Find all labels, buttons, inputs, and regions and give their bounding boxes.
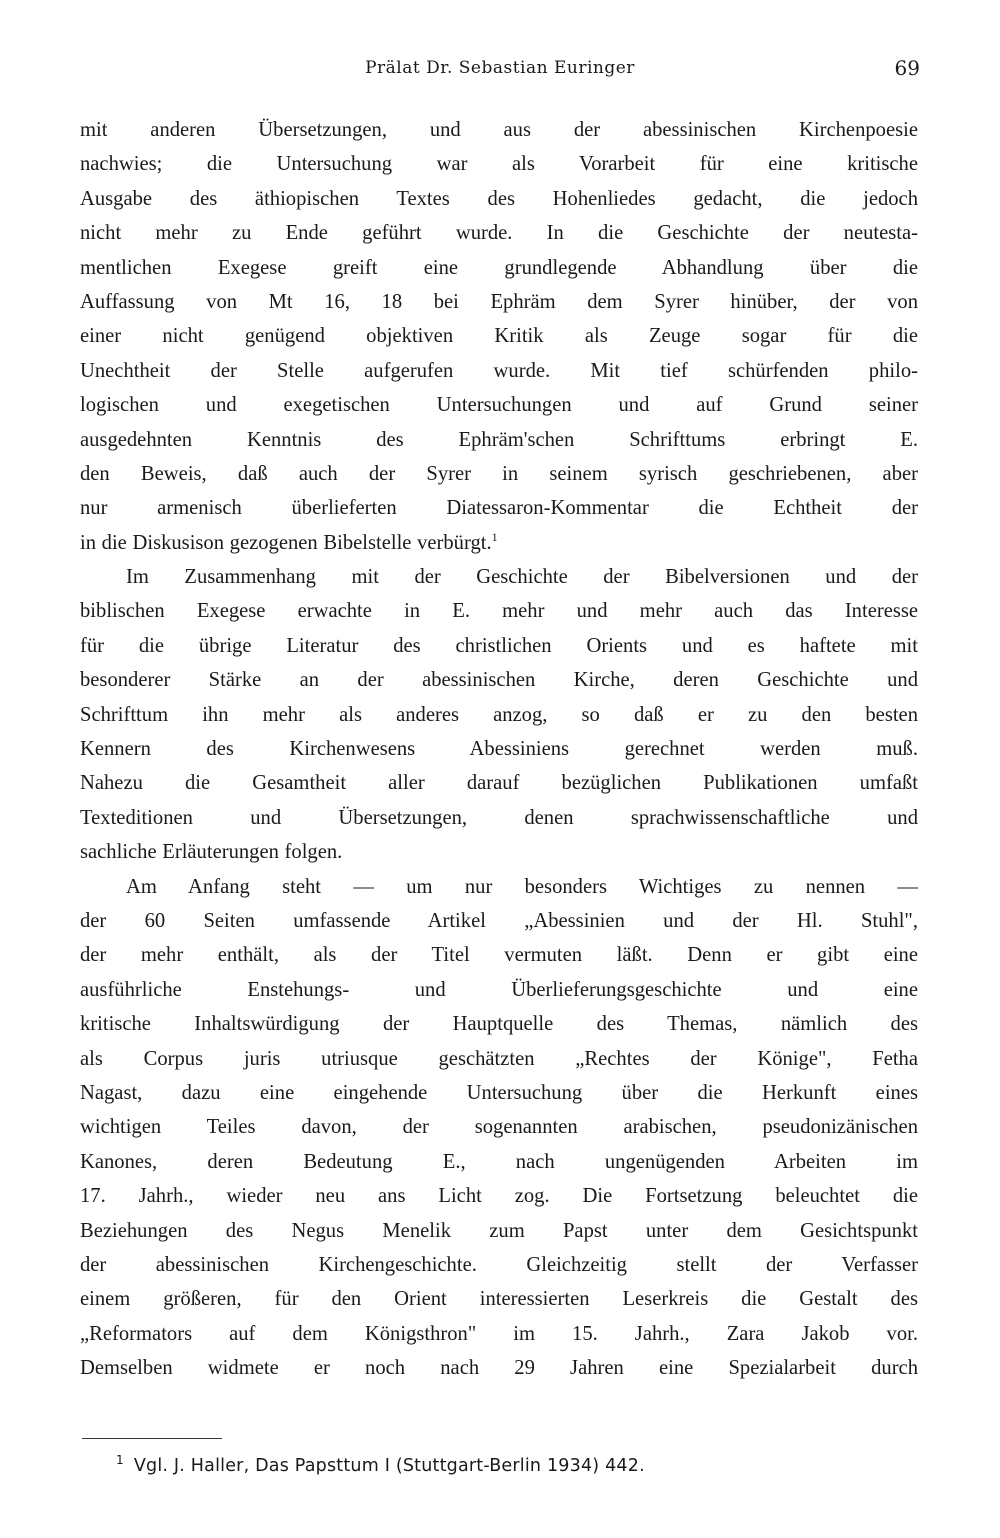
text-line: für die übrige Literatur des christlichen Orients und es haftete mit [80, 634, 918, 657]
text-line: Auffassung von Mt 16, 18 bei Ephräm dem Syrer hinüber, der von [80, 290, 918, 313]
text-line: wichtigen Teiles davon, der sogenannten arabischen, pseudonizänischen [80, 1116, 918, 1139]
text-line: besonderer Stärke an der abessinischen Kirche, deren Geschichte und [80, 669, 918, 692]
running-title: Prälat Dr. Sebastian Euringer [365, 58, 635, 78]
text-line: einer nicht genügend objektiven Kritik als Zeuge sogar für die [80, 325, 918, 348]
text-line: Unechtheit der Stelle aufgerufen wurde. Mit tief schürfenden philo- [80, 359, 918, 382]
text-line: der abessinischen Kirchengeschichte. Gleichzeitig stellt der Verfasser [80, 1253, 918, 1276]
text-line: Demselben widmete er noch nach 29 Jahren eine Spezialarbeit durch [80, 1357, 918, 1380]
text-line: ausführliche Enstehungs- und Überlieferungsgeschichte und eine [80, 978, 918, 1001]
text-line: logischen und exegetischen Untersuchungen und auf Grund seiner [80, 394, 918, 417]
text-line: Nahezu die Gesamtheit aller darauf bezüglichen Publikationen umfaßt [80, 772, 918, 795]
text-line-with-footnote [80, 526, 918, 560]
text-line: in die Diskusison gezogenen Bibelstelle verbürgt. [80, 531, 492, 554]
footnote-mark: 1 [116, 1453, 124, 1467]
text-line: ausgedehnten Kenntnis des Ephräm'schen Schrifttums erbringt E. [80, 428, 918, 451]
text-line: nachwies; die Untersuchung war als Vorarbeit für eine kritische [80, 153, 918, 176]
text-line: biblischen Exegese erwachte in E. mehr und mehr auch das Interesse [80, 600, 918, 623]
text-line: Schrifttum ihn mehr als anderes anzog, so daß er zu den besten [80, 703, 918, 726]
running-head [80, 58, 920, 88]
text-line: Nagast, dazu eine eingehende Untersuchung über die Herkunft eines [80, 1081, 918, 1104]
text-line: der mehr enthält, als der Titel vermuten läßt. Denn er gibt eine [80, 944, 918, 967]
page-number: 69 [894, 56, 920, 80]
text-line: mentlichen Exegese greift eine grundlegende Abhandlung über die [80, 256, 918, 279]
footnote-reference: 1 [491, 529, 498, 544]
text-line: Im Zusammenhang mit der Geschichte der Bibelversionen und der [126, 566, 918, 589]
footnote-text: Vgl. J. Haller, Das Papsttum I (Stuttgart-Berlin 1934) 442. [133, 1455, 645, 1476]
text-line: der 60 Seiten umfassende Artikel „Abessinien und der Hl. Stuhl", [80, 909, 918, 932]
footnote [116, 1453, 645, 1476]
body-text [80, 113, 918, 1385]
text-line: Kanones, deren Bedeutung E., nach ungenügenden Arbeiten im [80, 1150, 918, 1173]
text-line: einem größeren, für den Orient interessierten Leserkreis die Gestalt des [80, 1288, 918, 1311]
text-line: sachliche Erläuterungen folgen. [80, 841, 343, 864]
text-line: nur armenisch überlieferten Diatessaron-Kommentar die Echtheit der [80, 497, 918, 520]
footnote-divider [82, 1438, 222, 1439]
text-line: Ausgabe des äthiopischen Textes des Hohenliedes gedacht, die jedoch [80, 187, 918, 210]
text-line: Kennern des Kirchenwesens Abessiniens gerechnet werden muß. [80, 738, 918, 761]
text-line: den Beweis, daß auch der Syrer in seinem syrisch geschriebenen, aber [80, 462, 918, 485]
text-line: Texteditionen und Übersetzungen, denen sprachwissenschaftliche und [80, 806, 918, 829]
text-line: Am Anfang steht — um nur besonders Wichtiges zu nennen — [126, 875, 918, 898]
text-line: Beziehungen des Negus Menelik zum Papst unter dem Gesichtspunkt [80, 1219, 918, 1242]
text-line: nicht mehr zu Ende geführt wurde. In die Geschichte der neutesta- [80, 222, 918, 245]
text-line: 17. Jahrh., wieder neu ans Licht zog. Die Fortsetzung beleuchtet die [80, 1185, 918, 1208]
text-line: als Corpus juris utriusque geschätzten „Rechtes der Könige", Fetha [80, 1047, 918, 1070]
text-line: „Reformators auf dem Königsthron" im 15. Jahrh., Zara Jakob vor. [80, 1322, 918, 1345]
text-line: kritische Inhaltswürdigung der Hauptquelle des Themas, nämlich des [80, 1013, 918, 1036]
text-line: mit anderen Übersetzungen, und aus der abessinischen Kirchenpoesie [80, 119, 918, 141]
